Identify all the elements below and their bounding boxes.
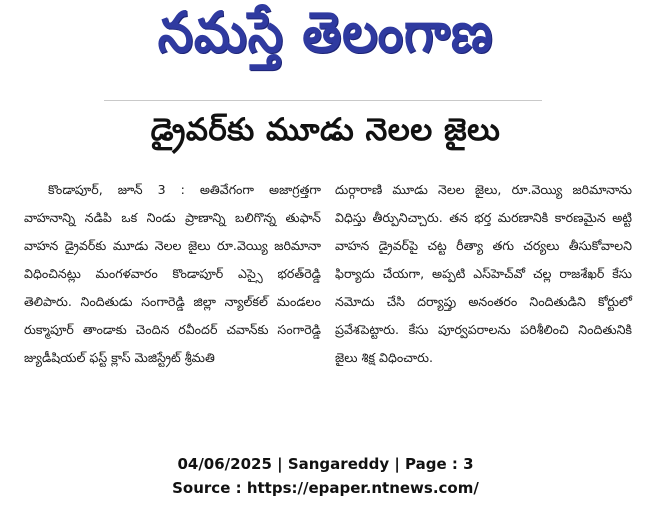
article-body	[24, 176, 632, 424]
source-link[interactable]: Source : https://epaper.ntnews.com/	[172, 479, 479, 497]
newspaper-logo: నమస్తే తెలంగాణ	[157, 0, 494, 65]
article-paragraph-left: కొండాపూర్, జూన్ 3 : అతివేగంగా అజాగ్రత్తగా వాహనాన్ని నడిపి ఒక నిండు ప్రాణాన్ని బలిగొన్న తుఫాన్ వాహన డ్రైవర్‌కు మూడు నెలల జైలు రూ.వెయ్యి జరిమానా విధించినట్లు మంగళవారం కొండాపూర్ ఎస్సై భరత్‌రెడ్డి తెలిపారు. నిందితుడు సంగారెడ్డి జిల్లా న్యాల్‌కల్ మండలం రుక్మాపూర్ తాండాకు చెందిన రవీందర్ చవాన్‌కు సంగారెడ్డి జ్యుడీషియల్ ఫస్ట్ క్లాస్ మెజిస్ట్రేట్ శ్రీమతి	[24, 182, 321, 365]
article-headline: డ్రైవర్‌కు మూడు నెలల జైలు	[150, 112, 501, 148]
article-paragraph-right: దుర్గారాణి మూడు నెలల జైలు, రూ.వెయ్యి జరిమానాను విధిస్తు తీర్పునిచ్చారు. తన భర్త మరణానికి కారణమైన అట్టి వాహన డ్రైవర్‌పై చట్ట రీత్యా తగు చర్యలు తీసుకోవాలని ఫిర్యాదు చేయగా, అప్పటి ఎస్‌హెచ్‌వో చల్ల రాజశేఖర్ కేసు నమోదు చేసి దర్యాప్తు అనంతరం నిందితుడిని కోర్టులో ప్రవేశపెట్టారు. కేసు పూర్వపరాలను పరిశీలించి నిందితునికి జైలు శిక్ష విధించారు.	[335, 182, 632, 365]
source-footer	[0, 452, 651, 500]
masthead-divider	[104, 100, 542, 101]
publication-info: 04/06/2025 | Sangareddy | Page : 3	[177, 455, 474, 473]
article-column-left	[24, 176, 321, 424]
article-column-right	[335, 176, 632, 424]
newspaper-masthead	[0, 0, 651, 72]
